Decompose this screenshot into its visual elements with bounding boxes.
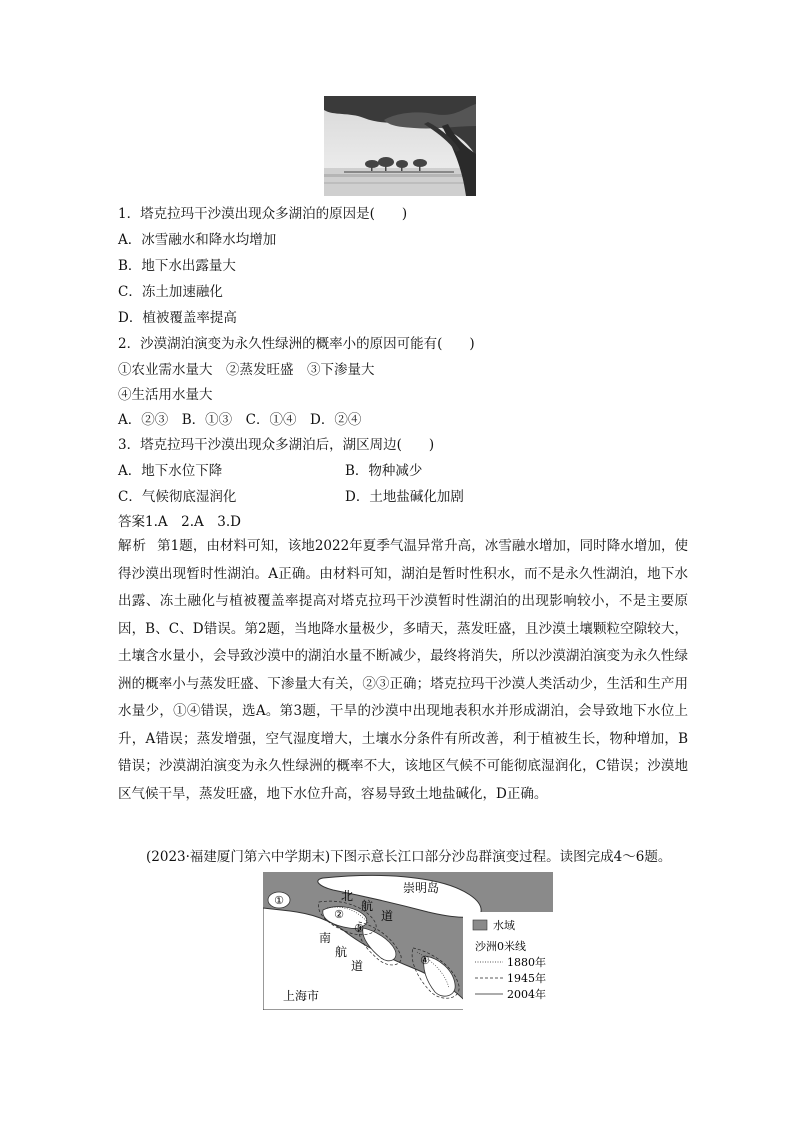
legend-2004-label: 2004年 (507, 988, 546, 1001)
q2-statements-line-1: ①农业需水量大 ②蒸发旺盛 ③下渗量大 (118, 362, 375, 378)
question-3-stem: 3．塔克拉玛干沙漠出现众多湖泊后，湖区周边( ) (118, 437, 435, 453)
analysis-text: 第1题，由材料可知，该地2022年夏季气温异常升高，冰雪融水增加，同时降水增加，使得沙漠出现暂时性湖泊。A正确。由材料可知，湖泊是暂时性积水，而不是永久性湖泊，地下水出露、冻土融化与植被覆盖率提高对塔克拉玛干沙漠暂时性湖泊的出现影响较小，不是主要原因，B、C、D错误。第2题，当地降水量极少，多晴天，蒸发旺盛，且沙漠土壤颗粒空隙较大，土壤含水量小，会导致沙漠中的湖泊水量不断减少，最终将消失，所以沙漠湖泊演变为永久性绿洲的概率小与蒸发旺盛、下渗量大有关，②③正确；塔克拉玛干沙漠人类活动少，生活和生产用水量少，①④错误，选A。第3题，干旱的沙漠中出现地表积水并形成湖泊，会导致地下水位上升，A错误；蒸发增强，空气湿度增大，土壤水分条件有所改善，利于植被生长，物种增加，B错误；沙漠湖泊演变为永久性绿洲的概率不大，该地区气候不可能彻底湿润化，C错误；沙漠地区气候干旱，蒸发旺盛，地下水位升高，容易导致土地盐碱化，D正确。 (118, 538, 688, 802)
island-2-label: ② (334, 908, 344, 921)
q3-option-a: A．地下水位下降 (118, 463, 223, 479)
island-3-label: ③ (354, 922, 364, 935)
south-channel-label-3: 道 (351, 959, 364, 973)
q1-option-c: C．冻土加速融化 (118, 284, 223, 300)
legend-water-label: 水域 (493, 919, 515, 932)
question-intro: (2023·福建厦门第六中学期末)下图示意长江口部分沙岛群演变过程。读图完成4～6题。 (146, 849, 672, 865)
q2-options: A．②③ B．①③ C．①④ D．②④ (118, 412, 362, 428)
analysis-paragraph (118, 533, 688, 808)
shanghai-label: 上海市 (283, 989, 320, 1003)
north-channel-label-2: 航 (361, 899, 374, 913)
question-1-stem: 1．塔克拉玛干沙漠出现众多湖泊的原因是( ) (118, 206, 408, 222)
chongming-label: 崇明岛 (403, 881, 440, 895)
legend-zero-line-label: 沙洲0米线 (475, 940, 526, 953)
island-1-label: ① (274, 894, 284, 907)
north-channel-label-3: 道 (381, 909, 394, 923)
q1-option-b: B．地下水出露量大 (118, 258, 236, 274)
south-channel-label-1: 南 (319, 931, 332, 945)
legend-1880-label: 1880年 (507, 956, 546, 969)
legend-water-swatch (473, 920, 487, 930)
answer-line (118, 513, 241, 531)
south-channel-label-2: 航 (335, 945, 348, 959)
lake-trees-photo (324, 96, 476, 196)
q3-option-b: B．物种减少 (345, 463, 423, 479)
yangtze-estuary-map (263, 872, 553, 1010)
analysis-label: 解析 (118, 538, 148, 554)
q1-option-d: D．植被覆盖率提高 (118, 310, 237, 326)
q3-option-c: C．气候彻底湿润化 (118, 489, 237, 505)
question-2-stem: 2．沙漠湖泊演变为永久性绿洲的概率小的原因可能有( ) (118, 336, 475, 352)
island-4-label: ④ (420, 954, 430, 967)
q1-option-a: A．冰雪融水和降水均增加 (118, 232, 277, 248)
answer-value: 1.A 2.A 3.D (145, 514, 241, 530)
legend-1945-label: 1945年 (507, 972, 546, 985)
north-channel-label-1: 北 (341, 889, 354, 903)
answer-label: 答案 (118, 514, 145, 530)
q3-option-d: D．土地盐碱化加剧 (345, 489, 464, 505)
q2-statements-line-2: ④生活用水量大 (118, 387, 213, 403)
